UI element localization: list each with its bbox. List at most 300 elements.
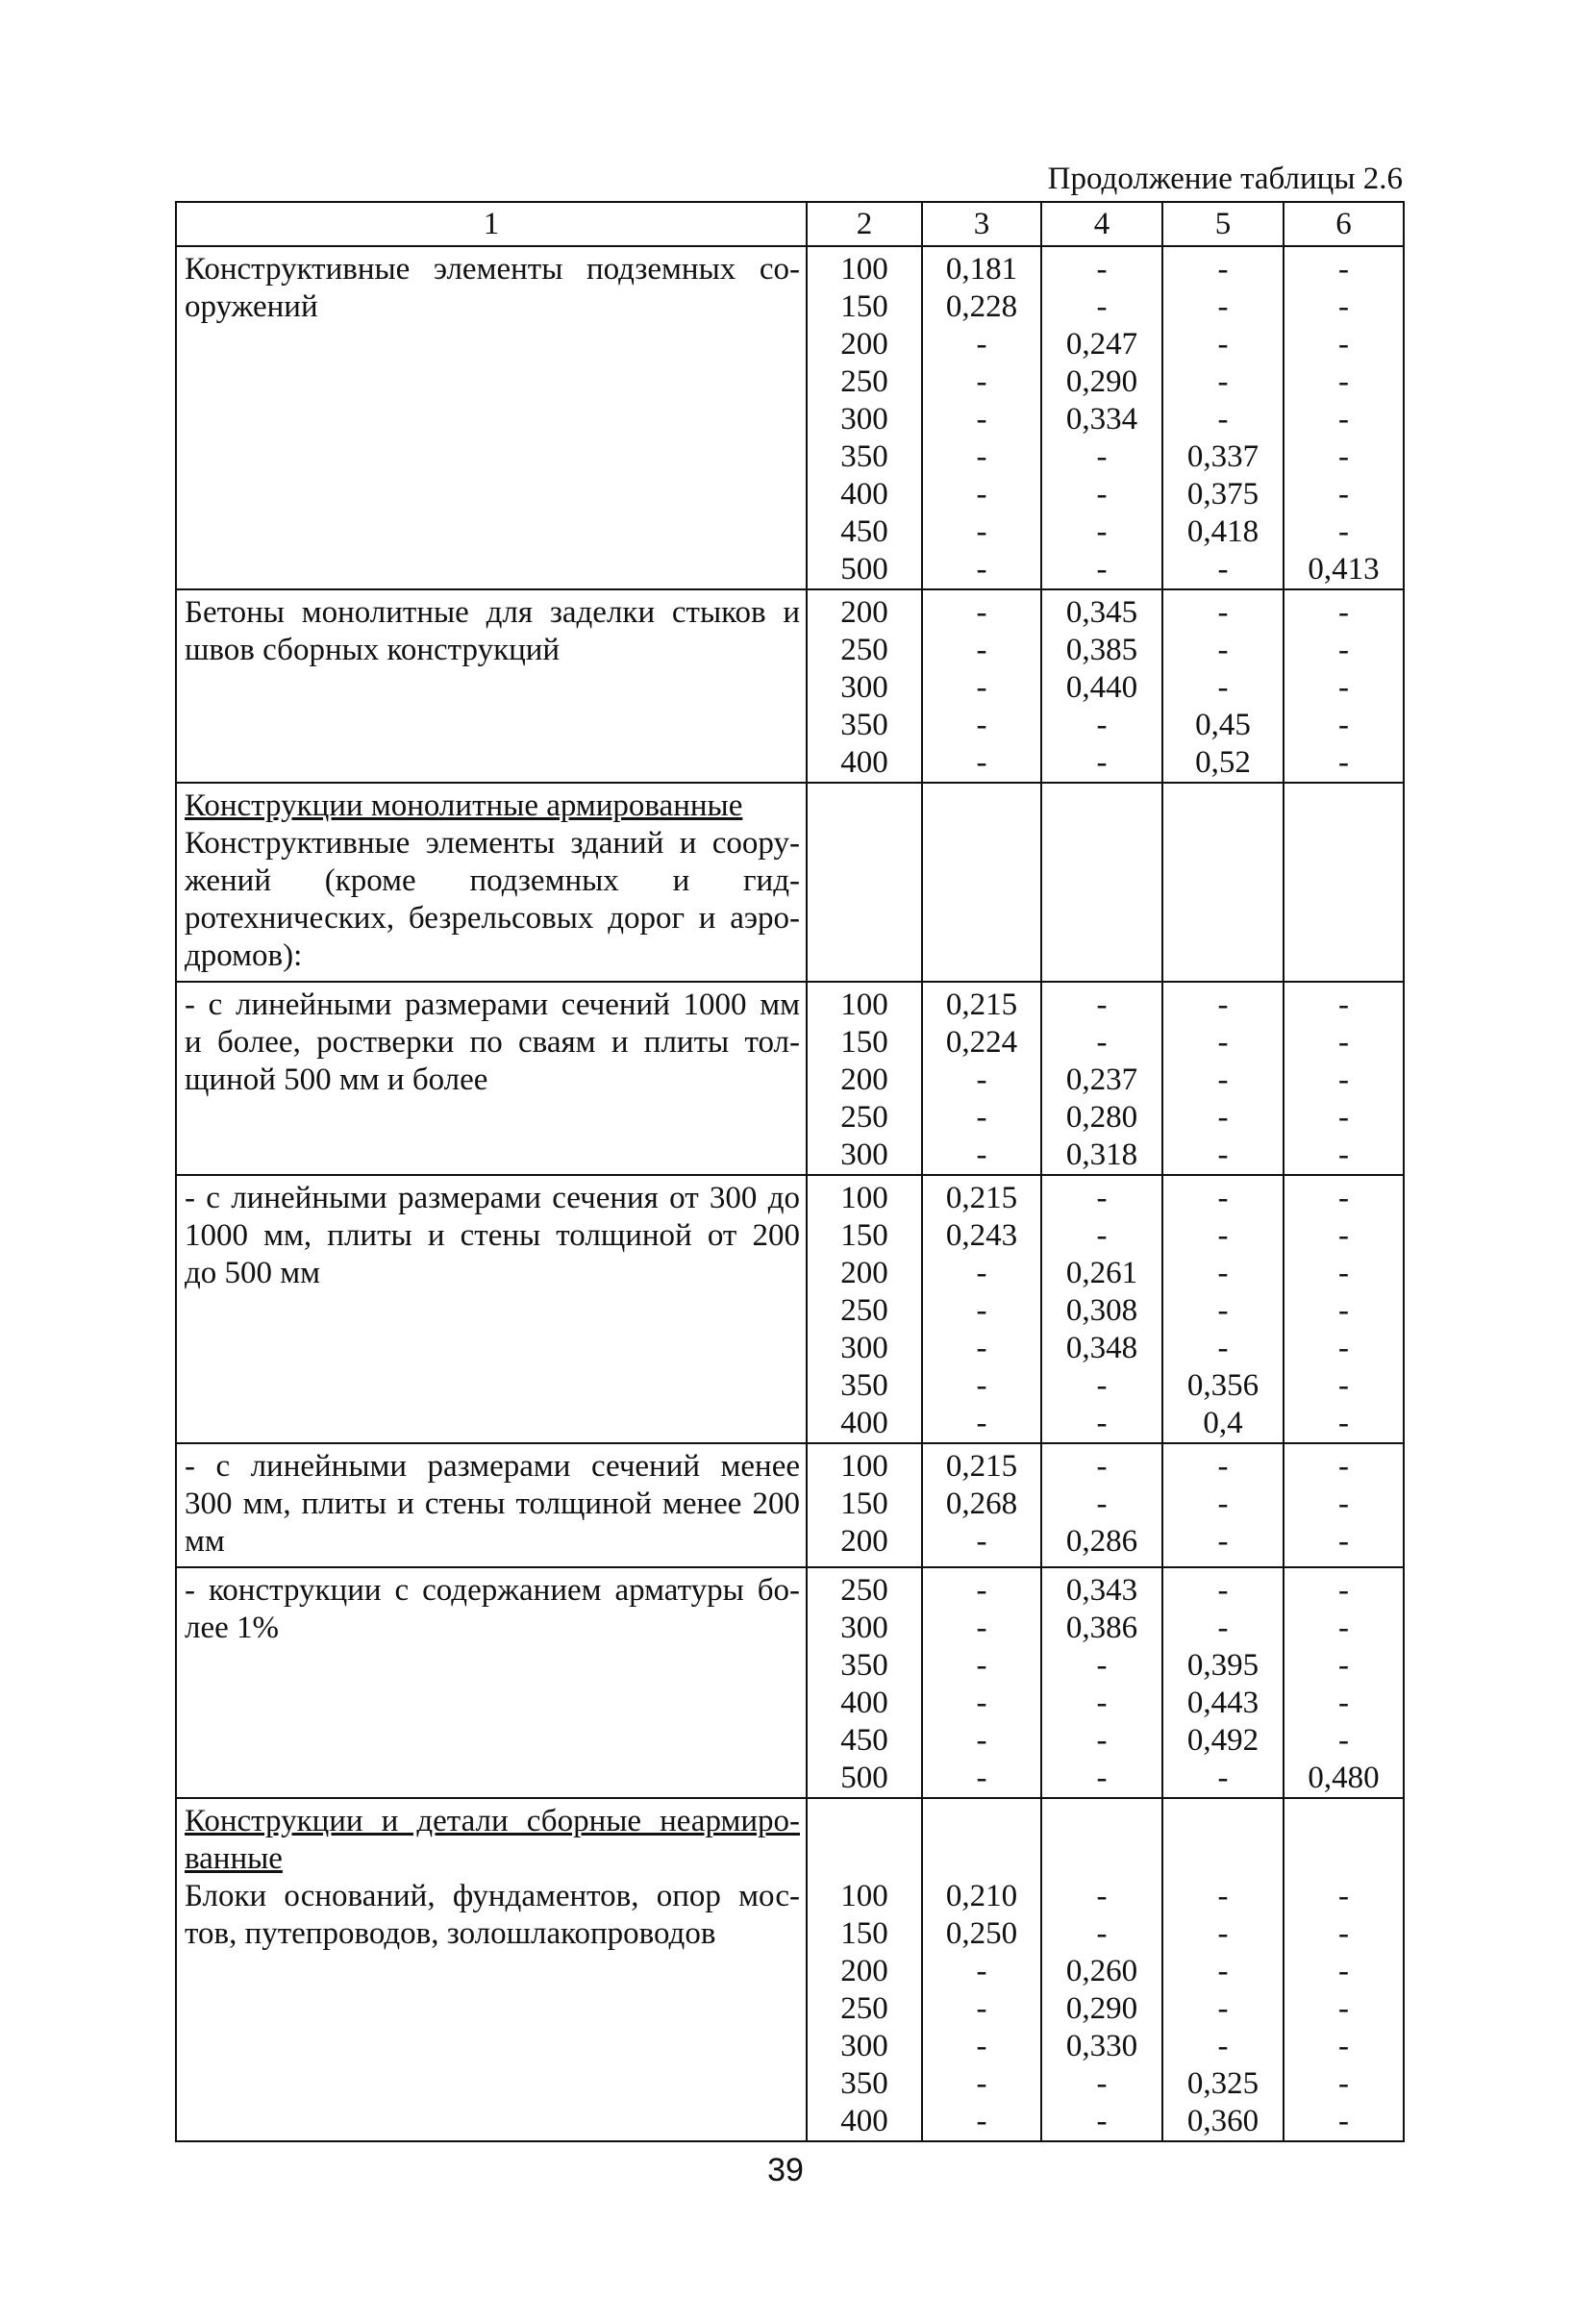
row-description bbox=[176, 246, 807, 589]
cell-value: - bbox=[1217, 1293, 1229, 1328]
value-cell-c3 bbox=[922, 1567, 1041, 1798]
value-cell-c5 bbox=[1162, 982, 1284, 1175]
cell-value: 100 bbox=[840, 1449, 888, 1484]
value-cell-c2 bbox=[807, 1567, 922, 1798]
cell-value: 0,360 bbox=[1186, 2104, 1259, 2138]
cell-value: - bbox=[976, 633, 987, 667]
cell-value: - bbox=[1096, 252, 1108, 287]
cell-value: - bbox=[1338, 1611, 1349, 1645]
cell-value: - bbox=[1338, 439, 1349, 474]
cell-value: - bbox=[1096, 1686, 1108, 1720]
description-line: Блоки оснований, фундаментов, опор мос- bbox=[185, 1879, 800, 1913]
cell-value: - bbox=[1096, 1723, 1108, 1758]
value-cell-c3 bbox=[922, 1798, 1041, 2141]
cell-value: 500 bbox=[840, 1761, 888, 1795]
cell-value: - bbox=[1338, 670, 1349, 705]
cell-value: - bbox=[1338, 1954, 1349, 1988]
cell-value: - bbox=[1096, 1181, 1108, 1215]
cell-value: - bbox=[1338, 2066, 1349, 2101]
cell-value: - bbox=[976, 1954, 987, 1988]
value-cell-c4 bbox=[1041, 1443, 1162, 1567]
table-row bbox=[176, 589, 1404, 783]
cell-value: - bbox=[976, 364, 987, 399]
cell-value: - bbox=[1338, 2029, 1349, 2063]
cell-value: 0,215 bbox=[945, 1181, 1018, 1215]
description-line: и более, ростверки по сваям и плиты тол- bbox=[185, 1025, 800, 1060]
cell-value: - bbox=[1338, 1487, 1349, 1521]
row-description bbox=[176, 982, 807, 1175]
cell-value: - bbox=[1338, 289, 1349, 324]
cell-value: - bbox=[976, 1406, 987, 1440]
cell-value: 0,261 bbox=[1065, 1256, 1138, 1290]
cell-value: - bbox=[1338, 327, 1349, 362]
cell-value: 400 bbox=[840, 477, 888, 512]
cell-value: - bbox=[1096, 1449, 1108, 1484]
cell-value: - bbox=[1096, 1406, 1108, 1440]
cell-value: - bbox=[1217, 289, 1229, 324]
section-heading: Конструкции и детали сборные неармиро- bbox=[185, 1804, 800, 1838]
page-number: 39 bbox=[767, 2152, 804, 2188]
cell-value: - bbox=[1217, 987, 1229, 1022]
description-line: дромов): bbox=[185, 938, 303, 973]
cell-value bbox=[1284, 1840, 1403, 1878]
cell-value: - bbox=[976, 2029, 987, 2063]
value-cell-c2 bbox=[807, 1175, 922, 1443]
cell-value: - bbox=[1217, 402, 1229, 437]
row-description bbox=[176, 1567, 807, 1798]
cell-value: - bbox=[1096, 1025, 1108, 1060]
cell-value: 200 bbox=[840, 1954, 888, 1988]
cell-value: 200 bbox=[840, 1062, 888, 1097]
cell-value: - bbox=[1338, 1524, 1349, 1559]
cell-value: 0,386 bbox=[1065, 1611, 1138, 1645]
cell-value: - bbox=[1217, 1954, 1229, 1988]
cell-value: 0,348 bbox=[1065, 1331, 1138, 1365]
cell-value bbox=[808, 1803, 921, 1840]
cell-value bbox=[923, 1840, 1040, 1878]
cell-value: - bbox=[1338, 1368, 1349, 1403]
cell-value: 350 bbox=[840, 2066, 888, 2101]
value-cell-c3 bbox=[922, 1443, 1041, 1567]
value-cell-c2 bbox=[807, 246, 922, 589]
section-heading: ванные bbox=[185, 1841, 283, 1876]
value-cell-c3 bbox=[922, 1175, 1041, 1443]
cell-value: 0,243 bbox=[945, 1218, 1018, 1253]
column-header: 1 bbox=[176, 202, 807, 246]
cell-value: - bbox=[1096, 1487, 1108, 1521]
cell-value: 0,318 bbox=[1065, 1137, 1138, 1172]
cell-value: - bbox=[976, 514, 987, 549]
description-line: 300 мм, плиты и стены толщиной менее 200 bbox=[185, 1487, 800, 1521]
cell-value: - bbox=[1096, 987, 1108, 1022]
cell-value: 200 bbox=[840, 595, 888, 630]
cell-value: 150 bbox=[840, 1025, 888, 1060]
cell-value: - bbox=[1096, 1368, 1108, 1403]
value-cell-c5 bbox=[1162, 1175, 1284, 1443]
cell-value: - bbox=[1338, 1218, 1349, 1253]
value-cell-c2 bbox=[807, 1443, 922, 1567]
description-line: 1000 мм, плиты и стены толщиной от 200 bbox=[185, 1218, 800, 1253]
cell-value: 0,224 bbox=[945, 1025, 1018, 1060]
description-line: Бетоны монолитные для заделки стыков и bbox=[185, 595, 800, 630]
cell-value: 300 bbox=[840, 1611, 888, 1645]
cell-value: - bbox=[976, 1686, 987, 1720]
cell-value: - bbox=[1096, 1648, 1108, 1683]
cell-value bbox=[1042, 1803, 1161, 1840]
cell-value: 450 bbox=[840, 514, 888, 549]
cell-value: 0,215 bbox=[945, 1449, 1018, 1484]
cell-value: - bbox=[1338, 1573, 1349, 1608]
cell-value: - bbox=[1096, 1761, 1108, 1795]
cell-value: - bbox=[976, 552, 987, 587]
cell-value: - bbox=[976, 595, 987, 630]
cell-value: - bbox=[1217, 595, 1229, 630]
table-caption: Продолжение таблицы 2.6 bbox=[1047, 162, 1403, 196]
cell-value: 0,181 bbox=[945, 252, 1018, 287]
value-cell-c4 bbox=[1041, 1798, 1162, 2141]
cell-value: 400 bbox=[840, 2104, 888, 2138]
description-line: мм bbox=[185, 1524, 225, 1559]
cell-value: 350 bbox=[840, 708, 888, 742]
cell-value: - bbox=[1338, 1686, 1349, 1720]
table-row bbox=[176, 1443, 1404, 1567]
cell-value: 150 bbox=[840, 1487, 888, 1521]
value-cell-c6 bbox=[1284, 783, 1404, 982]
cell-value: 0,268 bbox=[945, 1487, 1018, 1521]
cell-value: 0,395 bbox=[1186, 1648, 1259, 1683]
section-heading: Конструкции монолитные армированные bbox=[185, 788, 743, 823]
cell-value: - bbox=[1217, 1487, 1229, 1521]
value-cell-c2 bbox=[807, 589, 922, 783]
cell-value: - bbox=[1217, 1761, 1229, 1795]
cell-value: - bbox=[1217, 1181, 1229, 1215]
value-cell-c2 bbox=[807, 1798, 922, 2141]
cell-value: 0,343 bbox=[1065, 1573, 1138, 1608]
description-line: лее 1% bbox=[185, 1611, 280, 1645]
cell-value: 300 bbox=[840, 1137, 888, 1172]
cell-value: - bbox=[1217, 327, 1229, 362]
cell-value: - bbox=[1338, 1723, 1349, 1758]
cell-value: - bbox=[1338, 1406, 1349, 1440]
cell-value: 0,330 bbox=[1065, 2029, 1138, 2063]
cell-value: - bbox=[976, 2104, 987, 2138]
cell-value: - bbox=[976, 1256, 987, 1290]
cell-value: 150 bbox=[840, 289, 888, 324]
cell-value: 250 bbox=[840, 1573, 888, 1608]
table-row bbox=[176, 1567, 1404, 1798]
description-line: Конструктивные элементы подземных со- bbox=[185, 252, 800, 287]
cell-value: - bbox=[1217, 1100, 1229, 1135]
value-cell-c5 bbox=[1162, 589, 1284, 783]
description-line: тов, путепроводов, золошлакопроводов bbox=[185, 1916, 716, 1951]
column-header: 3 bbox=[922, 202, 1041, 246]
cell-value: 250 bbox=[840, 633, 888, 667]
cell-value: 450 bbox=[840, 1723, 888, 1758]
cell-value: 200 bbox=[840, 1524, 888, 1559]
cell-value bbox=[808, 1840, 921, 1878]
cell-value: 0,413 bbox=[1308, 552, 1380, 587]
table-row bbox=[176, 1175, 1404, 1443]
cell-value: - bbox=[1096, 514, 1108, 549]
cell-value: 0,334 bbox=[1065, 402, 1138, 437]
description-line: щиной 500 мм и более bbox=[185, 1062, 488, 1097]
cell-value: - bbox=[1096, 439, 1108, 474]
cell-value: - bbox=[1338, 1181, 1349, 1215]
cell-value: - bbox=[1217, 1256, 1229, 1290]
value-cell-c2 bbox=[807, 783, 922, 982]
cell-value: - bbox=[976, 327, 987, 362]
value-cell-c4 bbox=[1041, 246, 1162, 589]
cell-value: 250 bbox=[840, 1100, 888, 1135]
value-cell-c3 bbox=[922, 246, 1041, 589]
cell-value: 200 bbox=[840, 327, 888, 362]
description-line: жений (кроме подземных и гид- bbox=[185, 863, 800, 898]
row-description bbox=[176, 1798, 807, 2141]
cell-value: - bbox=[1096, 289, 1108, 324]
cell-value bbox=[923, 1803, 1040, 1840]
cell-value: - bbox=[1217, 1025, 1229, 1060]
cell-value: - bbox=[1096, 477, 1108, 512]
cell-value: - bbox=[1338, 1025, 1349, 1060]
cell-value: - bbox=[1338, 477, 1349, 512]
cell-value: - bbox=[976, 1524, 987, 1559]
cell-value: - bbox=[976, 1368, 987, 1403]
cell-value: 300 bbox=[840, 1331, 888, 1365]
value-cell-c5 bbox=[1162, 1567, 1284, 1798]
data-table bbox=[175, 201, 1405, 2142]
cell-value: - bbox=[976, 439, 987, 474]
row-description bbox=[176, 1175, 807, 1443]
cell-value: - bbox=[1217, 252, 1229, 287]
value-cell-c6 bbox=[1284, 589, 1404, 783]
cell-value: 100 bbox=[840, 987, 888, 1022]
value-cell-c6 bbox=[1284, 1443, 1404, 1567]
cell-value: 0,215 bbox=[945, 987, 1018, 1022]
cell-value: - bbox=[1338, 1100, 1349, 1135]
cell-value: - bbox=[976, 1293, 987, 1328]
value-cell-c3 bbox=[922, 783, 1041, 982]
table-row bbox=[176, 783, 1404, 982]
cell-value: - bbox=[1338, 1449, 1349, 1484]
cell-value: - bbox=[1338, 1991, 1349, 2026]
cell-value: 0,290 bbox=[1065, 364, 1138, 399]
value-cell-c4 bbox=[1041, 783, 1162, 982]
header-row bbox=[176, 202, 1404, 246]
description-line: до 500 мм bbox=[185, 1256, 321, 1290]
cell-value: 0,375 bbox=[1186, 477, 1259, 512]
cell-value: - bbox=[1217, 1524, 1229, 1559]
cell-value: - bbox=[1217, 1449, 1229, 1484]
cell-value: 400 bbox=[840, 1406, 888, 1440]
cell-value: 0,250 bbox=[945, 1916, 1018, 1951]
cell-value: 350 bbox=[840, 1648, 888, 1683]
column-header: 5 bbox=[1162, 202, 1284, 246]
cell-value: - bbox=[976, 1991, 987, 2026]
value-cell-c5 bbox=[1162, 1443, 1284, 1567]
column-header: 6 bbox=[1284, 202, 1404, 246]
cell-value: - bbox=[1096, 1916, 1108, 1951]
table-row bbox=[176, 1798, 1404, 2141]
cell-value: 250 bbox=[840, 1991, 888, 2026]
cell-value: 0,286 bbox=[1065, 1524, 1138, 1559]
cell-value: - bbox=[1338, 1879, 1349, 1913]
value-cell-c5 bbox=[1162, 246, 1284, 589]
cell-value: 0,260 bbox=[1065, 1954, 1138, 1988]
description-line: - конструкции с содержанием арматуры бо- bbox=[185, 1573, 800, 1608]
cell-value: - bbox=[1338, 1293, 1349, 1328]
cell-value: - bbox=[1217, 552, 1229, 587]
cell-value: - bbox=[1096, 2104, 1108, 2138]
row-description bbox=[176, 1443, 807, 1567]
cell-value: - bbox=[1338, 1331, 1349, 1365]
cell-value: 250 bbox=[840, 1293, 888, 1328]
cell-value: - bbox=[976, 1648, 987, 1683]
value-cell-c6 bbox=[1284, 982, 1404, 1175]
description-line: оружений bbox=[185, 289, 318, 324]
cell-value: - bbox=[976, 1331, 987, 1365]
table-row bbox=[176, 246, 1404, 589]
value-cell-c6 bbox=[1284, 1798, 1404, 2141]
cell-value: - bbox=[976, 745, 987, 780]
cell-value: 150 bbox=[840, 1218, 888, 1253]
cell-value: 0,337 bbox=[1186, 439, 1259, 474]
cell-value: - bbox=[1217, 1611, 1229, 1645]
cell-value: 150 bbox=[840, 1916, 888, 1951]
cell-value: 0,45 bbox=[1195, 708, 1251, 742]
cell-value: - bbox=[1096, 1879, 1108, 1913]
row-description bbox=[176, 589, 807, 783]
value-cell-c5 bbox=[1162, 783, 1284, 982]
cell-value: - bbox=[976, 1100, 987, 1135]
cell-value: - bbox=[1338, 1916, 1349, 1951]
cell-value: - bbox=[1338, 364, 1349, 399]
cell-value: - bbox=[1217, 1062, 1229, 1097]
value-cell-c4 bbox=[1041, 982, 1162, 1175]
cell-value bbox=[1284, 1803, 1403, 1840]
value-cell-c6 bbox=[1284, 1567, 1404, 1798]
cell-value: 0,418 bbox=[1186, 514, 1259, 549]
cell-value: - bbox=[1338, 252, 1349, 287]
cell-value: - bbox=[1096, 745, 1108, 780]
cell-value: - bbox=[976, 1611, 987, 1645]
cell-value: 400 bbox=[840, 1686, 888, 1720]
value-cell-c4 bbox=[1041, 589, 1162, 783]
cell-value: 100 bbox=[840, 252, 888, 287]
cell-value: - bbox=[1338, 514, 1349, 549]
value-cell-c2 bbox=[807, 982, 922, 1175]
cell-value: - bbox=[1217, 1218, 1229, 1253]
value-cell-c3 bbox=[922, 589, 1041, 783]
cell-value: - bbox=[976, 402, 987, 437]
cell-value: - bbox=[1338, 1062, 1349, 1097]
cell-value: - bbox=[976, 1573, 987, 1608]
cell-value: 300 bbox=[840, 670, 888, 705]
cell-value: - bbox=[976, 1137, 987, 1172]
value-cell-c3 bbox=[922, 982, 1041, 1175]
cell-value: 350 bbox=[840, 439, 888, 474]
cell-value: 250 bbox=[840, 364, 888, 399]
cell-value: 200 bbox=[840, 1256, 888, 1290]
cell-value: - bbox=[1338, 745, 1349, 780]
cell-value: - bbox=[1217, 364, 1229, 399]
cell-value: - bbox=[1217, 1331, 1229, 1365]
cell-value: - bbox=[976, 1723, 987, 1758]
cell-value: - bbox=[1338, 1137, 1349, 1172]
cell-value: 0,247 bbox=[1065, 327, 1138, 362]
cell-value: 0,492 bbox=[1186, 1723, 1259, 1758]
cell-value: 0,443 bbox=[1186, 1686, 1259, 1720]
cell-value: 0,52 bbox=[1195, 745, 1251, 780]
cell-value: - bbox=[1096, 708, 1108, 742]
cell-value: 0,4 bbox=[1203, 1406, 1243, 1440]
cell-value: - bbox=[1338, 402, 1349, 437]
cell-value: - bbox=[1217, 1879, 1229, 1913]
table-row bbox=[176, 982, 1404, 1175]
cell-value: - bbox=[1217, 1916, 1229, 1951]
cell-value: - bbox=[976, 670, 987, 705]
cell-value: 0,325 bbox=[1186, 2066, 1259, 2101]
cell-value: - bbox=[1217, 633, 1229, 667]
cell-value: 0,480 bbox=[1308, 1761, 1380, 1795]
value-cell-c4 bbox=[1041, 1175, 1162, 1443]
cell-value: - bbox=[1338, 987, 1349, 1022]
cell-value: - bbox=[976, 1761, 987, 1795]
cell-value: 100 bbox=[840, 1879, 888, 1913]
cell-value: - bbox=[1338, 633, 1349, 667]
cell-value: - bbox=[1096, 1218, 1108, 1253]
cell-value: 0,228 bbox=[945, 289, 1018, 324]
cell-value: 400 bbox=[840, 745, 888, 780]
cell-value: 0,345 bbox=[1065, 595, 1138, 630]
description-line: ротехнических, безрельсовых дорог и аэро- bbox=[185, 901, 800, 936]
cell-value: - bbox=[1338, 1648, 1349, 1683]
cell-value: 350 bbox=[840, 1368, 888, 1403]
cell-value: 300 bbox=[840, 2029, 888, 2063]
description-line: - с линейными размерами сечения от 300 до bbox=[185, 1181, 800, 1215]
value-cell-c5 bbox=[1162, 1798, 1284, 2141]
description-line: - с линейными размерами сечений 1000 мм bbox=[185, 987, 800, 1022]
column-header: 4 bbox=[1041, 202, 1162, 246]
cell-value: 0,440 bbox=[1065, 670, 1138, 705]
value-cell-c6 bbox=[1284, 246, 1404, 589]
cell-value: - bbox=[1338, 2104, 1349, 2138]
cell-value: - bbox=[1217, 670, 1229, 705]
cell-value: - bbox=[976, 708, 987, 742]
description-line: - с линейными размерами сечений менее bbox=[185, 1449, 800, 1484]
cell-value: 0,308 bbox=[1065, 1293, 1138, 1328]
cell-value: 100 bbox=[840, 1181, 888, 1215]
value-cell-c6 bbox=[1284, 1175, 1404, 1443]
cell-value: 0,280 bbox=[1065, 1100, 1138, 1135]
cell-value: - bbox=[1338, 595, 1349, 630]
column-header: 2 bbox=[807, 202, 922, 246]
row-description bbox=[176, 783, 807, 982]
cell-value: - bbox=[1217, 1573, 1229, 1608]
cell-value: - bbox=[1217, 1991, 1229, 2026]
cell-value: 0,356 bbox=[1186, 1368, 1259, 1403]
cell-value bbox=[1163, 1803, 1283, 1840]
cell-value: 0,210 bbox=[945, 1879, 1018, 1913]
description-line: Конструктивные элементы зданий и соору- bbox=[185, 826, 800, 861]
cell-value: - bbox=[1338, 708, 1349, 742]
cell-value: - bbox=[976, 1062, 987, 1097]
cell-value: 0,290 bbox=[1065, 1991, 1138, 2026]
cell-value: 300 bbox=[840, 402, 888, 437]
table-body bbox=[176, 246, 1404, 2141]
cell-value: 0,237 bbox=[1065, 1062, 1138, 1097]
cell-value: - bbox=[976, 2066, 987, 2101]
description-line: швов сборных конструкций bbox=[185, 633, 561, 667]
